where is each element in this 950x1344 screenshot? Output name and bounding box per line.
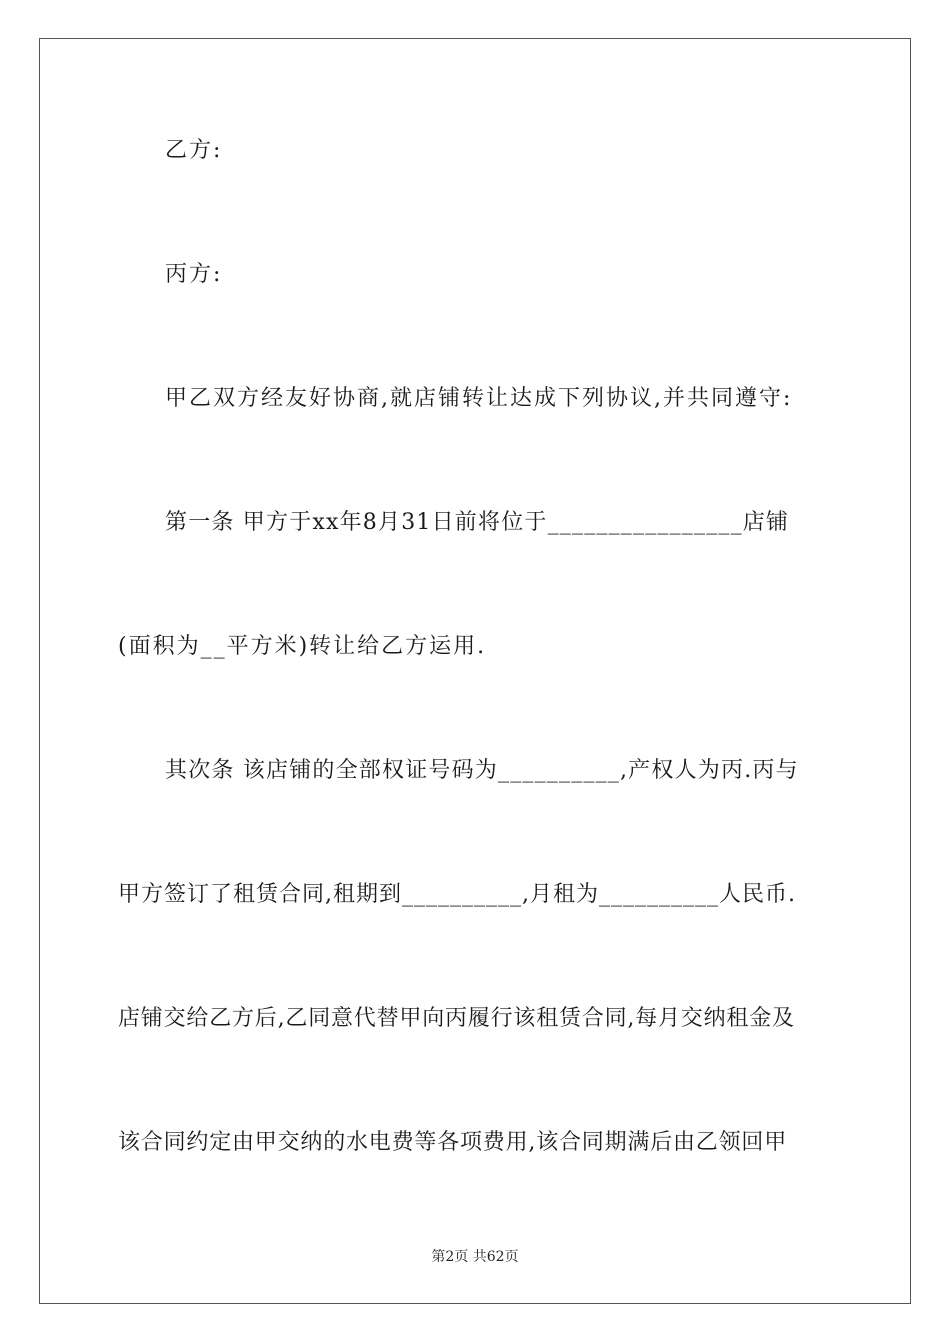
article-2-line-2: 甲方签订了租赁合同,租期到__________,月租为__________人民币.: [118, 882, 796, 907]
party-c-label: 丙方:: [165, 262, 223, 287]
article-2-line-4: 该合同约定由甲交纳的水电费等各项费用,该合同期满后由乙领回甲: [118, 1130, 787, 1155]
article-2-line-3: 店铺交给乙方后,乙同意代替甲向丙履行该租赁合同,每月交纳租金及: [118, 1006, 795, 1031]
intro-paragraph: 甲乙双方经友好协商,就店铺转让达成下列协议,并共同遵守:: [165, 386, 793, 411]
party-b-label: 乙方:: [165, 138, 223, 163]
article-1-line-1: 第一条 甲方于xx年8月31日前将位于________________店铺: [165, 510, 790, 535]
page-border: [39, 38, 911, 1304]
article-2-line-1: 其次条 该店铺的全部权证号码为__________,产权人为丙.丙与: [165, 758, 799, 783]
article-1-line-2: (面积为__平方米)转让给乙方运用.: [118, 634, 487, 659]
page-number-footer: 第2页 共62页: [431, 1249, 519, 1265]
